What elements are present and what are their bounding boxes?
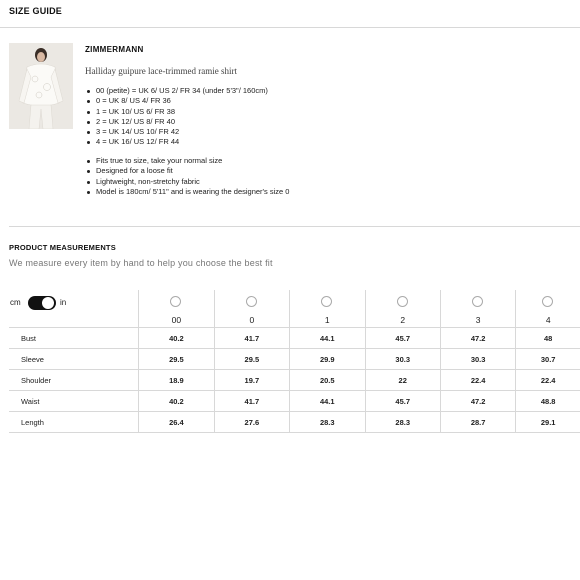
list-item: 00 (petite) = UK 6/ US 2/ FR 34 (under 5'3"/ 160cm) (85, 86, 268, 96)
size-conversion-list (85, 86, 268, 148)
unit-toggle-cell (9, 290, 139, 328)
unit-label-cm[interactable]: cm (10, 298, 21, 307)
size-guide-header (0, 0, 580, 28)
size-option-3[interactable] (440, 290, 515, 328)
table-cell: 30.3 (365, 349, 440, 370)
row-label: Length (9, 412, 139, 433)
table-cell: 28.3 (290, 412, 365, 433)
size-header-row (9, 290, 580, 328)
size-option-00[interactable] (139, 290, 214, 328)
table-row (9, 370, 580, 391)
page-title: SIZE GUIDE (9, 6, 63, 16)
table-cell: 41.7 (214, 391, 289, 412)
table-cell: 41.7 (214, 328, 289, 349)
row-label: Bust (9, 328, 139, 349)
table-cell: 47.2 (440, 391, 515, 412)
measurements-table (9, 290, 580, 433)
size-option-4[interactable] (516, 290, 580, 328)
unit-label-in[interactable]: in (60, 298, 67, 307)
size-radio[interactable] (397, 296, 408, 307)
size-label: 0 (249, 315, 255, 325)
table-cell: 48.8 (516, 391, 580, 412)
table-cell: 48 (516, 328, 580, 349)
size-option-0[interactable] (214, 290, 289, 328)
product-image (9, 43, 73, 129)
table-cell: 29.1 (516, 412, 580, 433)
table-cell: 47.2 (440, 328, 515, 349)
size-label: 00 (171, 315, 182, 325)
list-item: Model is 180cm/ 5'11" and is wearing the designer's size 0 (85, 187, 289, 197)
table-cell: 40.2 (139, 328, 214, 349)
table-cell: 29.5 (139, 349, 214, 370)
table-cell: 29.9 (290, 349, 365, 370)
row-label: Shoulder (9, 370, 139, 391)
table-cell: 19.7 (214, 370, 289, 391)
table-cell: 29.5 (214, 349, 289, 370)
list-item: Lightweight, non-stretchy fabric (85, 177, 289, 187)
size-option-2[interactable] (365, 290, 440, 328)
size-radio[interactable] (246, 296, 257, 307)
table-cell: 20.5 (290, 370, 365, 391)
list-item: Fits true to size, take your normal size (85, 156, 289, 166)
fit-notes-list (85, 156, 289, 197)
table-cell: 40.2 (139, 391, 214, 412)
size-label: 2 (400, 315, 406, 325)
product-summary (9, 43, 574, 213)
table-cell: 22.4 (440, 370, 515, 391)
table-cell: 26.4 (139, 412, 214, 433)
table-cell: 30.7 (516, 349, 580, 370)
size-radio[interactable] (542, 296, 553, 307)
size-label: 4 (545, 315, 551, 325)
row-label: Sleeve (9, 349, 139, 370)
size-radio[interactable] (472, 296, 483, 307)
product-name: Halliday guipure lace-trimmed ramie shirt (85, 66, 237, 76)
size-label: 3 (475, 315, 481, 325)
table-cell: 44.1 (290, 328, 365, 349)
table-cell: 22 (365, 370, 440, 391)
measurements-subtitle: We measure every item by hand to help you choose the best fit (9, 258, 273, 268)
table-cell: 22.4 (516, 370, 580, 391)
size-radio[interactable] (170, 296, 181, 307)
list-item: 4 = UK 16/ US 12/ FR 44 (85, 137, 268, 147)
list-item: Designed for a loose fit (85, 166, 289, 176)
table-cell: 18.9 (139, 370, 214, 391)
table-row (9, 328, 580, 349)
switch-knob (42, 297, 54, 309)
table-row (9, 391, 580, 412)
size-option-1[interactable] (290, 290, 365, 328)
table-cell: 30.3 (440, 349, 515, 370)
size-radio[interactable] (321, 296, 332, 307)
table-cell: 44.1 (290, 391, 365, 412)
product-brand: ZIMMERMANN (85, 45, 144, 54)
table-cell: 27.6 (214, 412, 289, 433)
table-row (9, 412, 580, 433)
table-cell: 45.7 (365, 328, 440, 349)
list-item: 3 = UK 14/ US 10/ FR 42 (85, 127, 268, 137)
section-divider (9, 226, 580, 227)
table-cell: 28.3 (365, 412, 440, 433)
list-item: 2 = UK 12/ US 8/ FR 40 (85, 117, 268, 127)
table-cell: 45.7 (365, 391, 440, 412)
table-cell: 28.7 (440, 412, 515, 433)
row-label: Waist (9, 391, 139, 412)
list-item: 1 = UK 10/ US 6/ FR 38 (85, 107, 268, 117)
list-item: 0 = UK 8/ US 4/ FR 36 (85, 96, 268, 106)
unit-switch[interactable] (28, 296, 56, 310)
table-row (9, 349, 580, 370)
measurements-title: PRODUCT MEASUREMENTS (9, 243, 116, 252)
size-label: 1 (324, 315, 330, 325)
